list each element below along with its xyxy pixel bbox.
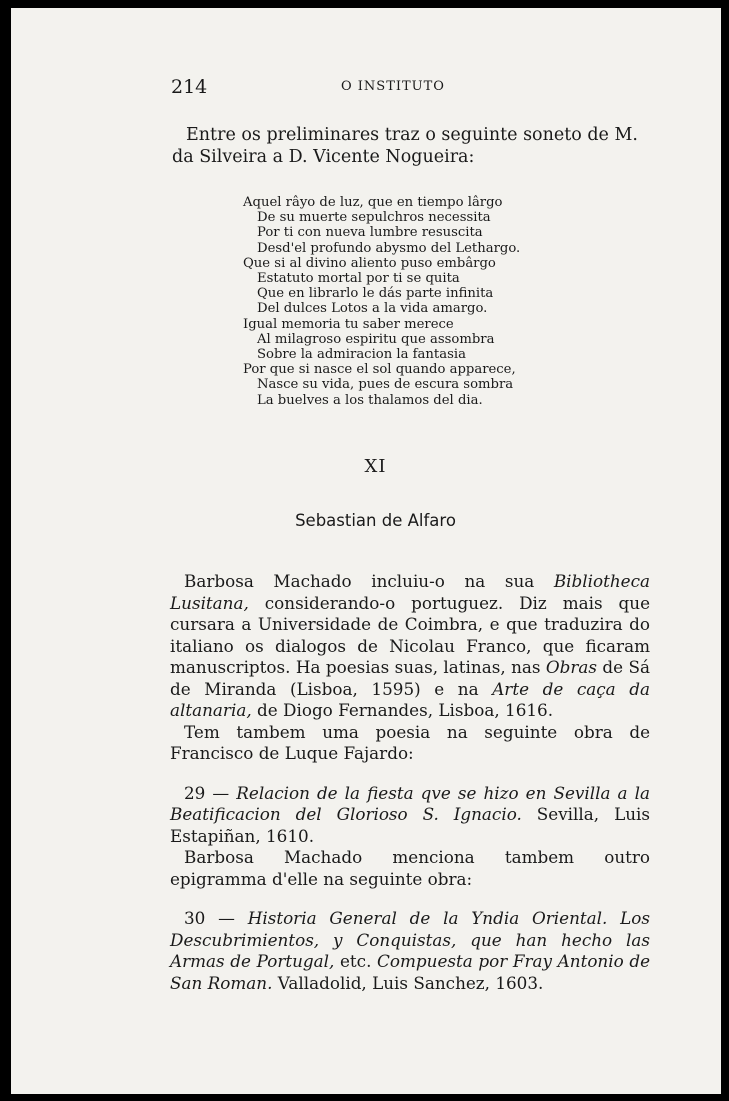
intro-text: Entre os preliminares traz o seguinte soneto de M. da Silveira a D. Vicente Nogueira: — [172, 125, 638, 167]
sonnet-line: Que si al divino aliento puso embârgo — [243, 255, 496, 271]
text-run: de Diogo Fernandes, Lisboa, 1616. — [251, 700, 554, 720]
sonnet-line: Que en librarlo le dás parte infinita — [257, 286, 494, 302]
text-run: de Sá de Miranda (Lisboa, 1595) e na — [170, 657, 650, 699]
sonnet-line: Desd'el profundo abysmo del Lethargo. — [257, 240, 521, 256]
paragraph-fajardo: Tem tambem uma poesia na seguinte obra de Francisco de Luque Fajardo: — [170, 721, 650, 763]
paragraph-epigramma: Barbosa Machado menciona tambem outro epigramma d'elle na seguinte obra: — [170, 847, 650, 889]
book-page — [11, 8, 721, 1094]
section-number: XI — [364, 456, 387, 477]
section-title: Sebastian de Alfaro — [295, 511, 456, 530]
sonnet-line: La buelves a los thalamos del dia. — [257, 392, 483, 408]
spacer — [170, 765, 650, 783]
entry-number: 30 — — [184, 908, 248, 928]
paragraph-machado — [170, 571, 650, 722]
sonnet-line: Igual memoria tu saber merece — [243, 316, 454, 332]
title-arte-de-caca: Arte de caça da altanaria, — [170, 678, 650, 720]
bibliography-entry-30 — [170, 908, 650, 994]
running-title: O INSTITUTO — [341, 79, 445, 94]
sonnet-line: Al milagroso espiritu que assombra — [257, 331, 495, 347]
body-text — [170, 571, 650, 994]
text-run: etc. — [334, 951, 378, 971]
sonnet-line: Sobre la admiracion la fantasia — [257, 347, 466, 363]
entry-title: Relacion de la fiesta qve se hizo en Sevilla a la Beatificacion del Glorioso S. Ignacio. — [170, 782, 650, 824]
sonnet-line: Del dulces Lotos a la vida amargo. — [257, 301, 488, 317]
intro-paragraph — [172, 124, 650, 168]
entry-imprint: Valladolid, Luis Sanchez, 1603. — [272, 972, 544, 993]
sonnet-line: Por ti con nueva lumbre resuscita — [257, 225, 483, 241]
sonnet-line: Por que si nasce el sol quando apparece, — [243, 362, 516, 378]
entry-title: Historia General de la Yndia Oriental. Los Descubrimientos, y Conquistas, que han hecho las Armas de Portugal, — [170, 908, 650, 971]
entry-number: 29 — — [184, 782, 237, 803]
page-number: 214 — [171, 76, 208, 98]
entry-author: Compuesta por Fray Antonio de San Roman. — [170, 951, 651, 993]
spacer — [170, 890, 650, 908]
sonnet-line: Nasce su vida, pues de escura sombra — [257, 377, 514, 393]
sonnet — [243, 195, 543, 408]
title-bibliotheca: Bibliotheca Lusitana, — [170, 571, 650, 613]
text-run: considerando-o portuguez. Diz mais que cursara a Universidade de Coimbra, e que traduzira do italiano os dialogos de Nicolau Franco, que ficaram manuscriptos. Ha poesias suas, latinas, nas — [170, 592, 650, 677]
sonnet-line: De su muerte sepulchros necessita — [257, 210, 491, 226]
sonnet-line: Aquel râyo de luz, que en tiempo lârgo — [243, 195, 503, 210]
bibliography-entry-29 — [170, 783, 650, 848]
entry-imprint: Sevilla, Luis Estapiñan, 1610. — [170, 804, 650, 846]
page-header — [171, 76, 651, 98]
title-obras: Obras — [545, 657, 598, 677]
text-run: Barbosa Machado incluiu-o na sua — [184, 571, 554, 591]
sonnet-line: Estatuto mortal por ti se quita — [257, 271, 460, 287]
